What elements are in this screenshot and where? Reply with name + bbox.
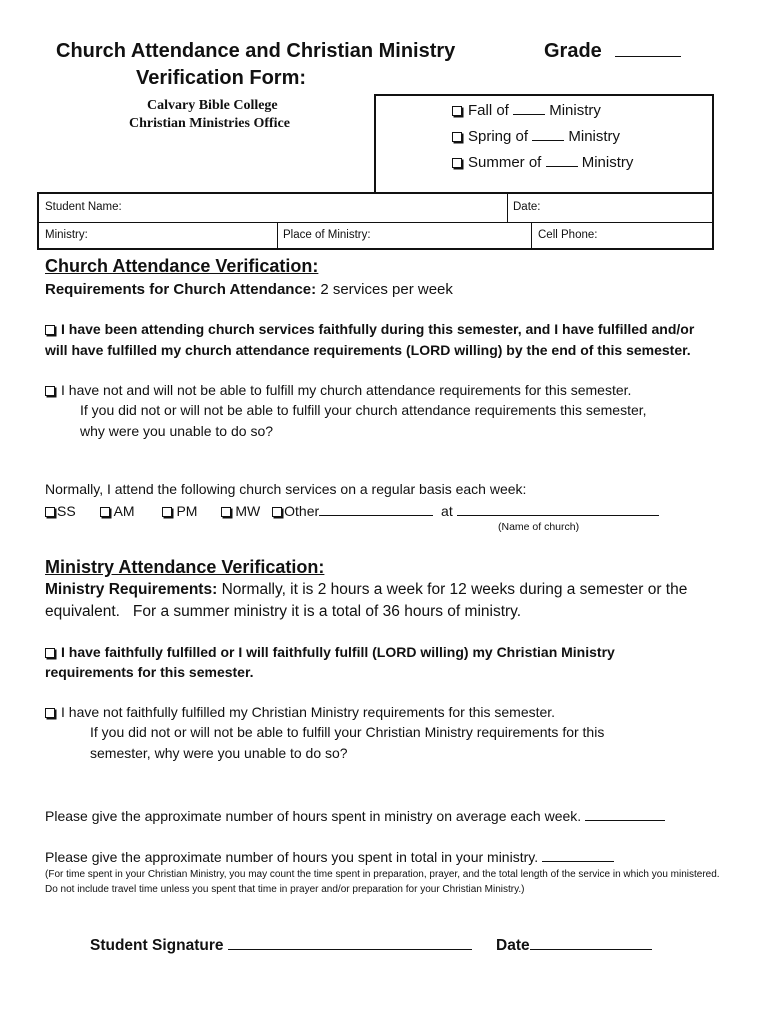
grade-field — [544, 40, 681, 63]
ministry-option-fulfilled[interactable]: I have faithfully fulfilled or I will faithfully fulfill (LORD willing) my Christian Ministry — [45, 644, 615, 660]
checkbox-icon[interactable] — [221, 507, 231, 517]
place-of-ministry-cell[interactable]: Place of Ministry: — [283, 229, 371, 241]
other-service-input-line[interactable] — [319, 501, 433, 516]
grade-label: Grade — [544, 40, 602, 62]
checkbox-icon[interactable] — [162, 507, 172, 517]
semester-option-summer[interactable]: Summer of Ministry — [452, 154, 633, 171]
church-option-attending-line2: will have fulfilled my church attendance requirements (LORD willing) by the end of this semester. — [45, 342, 691, 358]
church-option-attending[interactable]: I have been attending church services faithfully during this semester, and I have fulfilled and/or — [45, 321, 694, 337]
student-info-table — [37, 192, 714, 250]
service-pm[interactable]: PM — [162, 503, 197, 519]
form-title-line2: Verification Form: — [136, 67, 307, 89]
church-services-prompt: Normally, I attend the following church services on a regular basis each week: — [45, 481, 527, 497]
checkbox-icon[interactable] — [45, 708, 55, 718]
signature-date-field: Date — [496, 935, 652, 955]
checkbox-icon[interactable] — [272, 507, 282, 517]
form-title-line1: Church Attendance and Christian Ministry — [56, 40, 456, 62]
semester-option-spring[interactable]: Spring of Ministry — [452, 128, 620, 145]
ministry-requirements: Ministry Requirements: Normally, it is 2 hours a week for 12 weeks during a semester or the — [45, 581, 688, 598]
church-option-not-attending[interactable]: I have not and will not be able to fulfill my church attendance requirements for this semester. — [45, 382, 631, 398]
church-name-input-line[interactable] — [457, 501, 659, 516]
hours-per-week-field: Please give the approximate number of hours spent in ministry on average each week. — [45, 806, 665, 824]
ministry-option-explain-line: If you did not or will not be able to fulfill your Christian Ministry requirements for this — [90, 724, 605, 740]
ministry-hours-note: (For time spent in your Christian Ministry, you may count the time spent in preparation, prayer, and the total length of the service in which you ministered. Do not include travel time unless you spent that time in prayer and/or preparation for your Christian Ministry.) — [45, 869, 720, 895]
church-option-explain-question: why were you unable to do so? — [80, 423, 274, 439]
hours-total-input-line[interactable] — [542, 847, 614, 862]
checkbox-icon[interactable] — [452, 106, 462, 116]
date-cell[interactable]: Date: — [513, 201, 541, 213]
ministry-option-not-fulfilled[interactable]: I have not faithfully fulfilled my Christian Ministry requirements for this semester. — [45, 704, 555, 720]
service-am[interactable]: AM — [100, 503, 135, 519]
church-option-explain-line: If you did not or will not be able to fulfill your church attendance requirements this semester, — [80, 402, 647, 418]
checkbox-icon[interactable] — [452, 158, 462, 168]
ministry-option-fulfilled-line2: requirements for this semester. — [45, 664, 254, 680]
ministry-cell[interactable]: Ministry: — [45, 229, 88, 241]
church-name-caption: (Name of church) — [498, 521, 580, 533]
cell-phone-cell[interactable]: Cell Phone: — [538, 229, 598, 241]
college-name: Calvary Bible College — [147, 98, 278, 113]
ministry-option-explain-question: semester, why were you unable to do so? — [90, 745, 348, 761]
hours-per-week-input-line[interactable] — [585, 806, 665, 821]
church-requirements: Requirements for Church Attendance: 2 services per week — [45, 281, 453, 298]
ministry-requirements-line2: equivalent. For a summer ministry it is a total of 36 hours of ministry. — [45, 603, 522, 620]
signature-date-input-line[interactable] — [530, 935, 652, 950]
checkbox-icon[interactable] — [45, 648, 55, 658]
grade-input-line[interactable] — [615, 42, 681, 57]
office-name: Christian Ministries Office — [129, 116, 290, 131]
student-signature-field: Student Signature — [90, 935, 472, 955]
service-mw[interactable]: MW — [221, 503, 260, 519]
service-other[interactable]: Other — [272, 503, 319, 519]
semester-option-fall[interactable]: Fall of Ministry — [452, 102, 601, 119]
checkbox-icon[interactable] — [452, 132, 462, 142]
hours-total-field: Please give the approximate number of hours you spent in total in your ministry. — [45, 847, 614, 865]
checkbox-icon[interactable] — [100, 507, 110, 517]
student-name-cell[interactable]: Student Name: — [45, 201, 122, 213]
church-section-heading: Church Attendance Verification: — [45, 256, 319, 276]
checkbox-icon[interactable] — [45, 325, 55, 335]
checkbox-icon[interactable] — [45, 386, 55, 396]
checkbox-icon[interactable] — [45, 507, 55, 517]
signature-input-line[interactable] — [228, 935, 472, 950]
church-services-options: SS AM PM MW Other at — [45, 501, 659, 519]
ministry-section-heading: Ministry Attendance Verification: — [45, 557, 325, 577]
service-ss[interactable]: SS — [45, 503, 76, 519]
